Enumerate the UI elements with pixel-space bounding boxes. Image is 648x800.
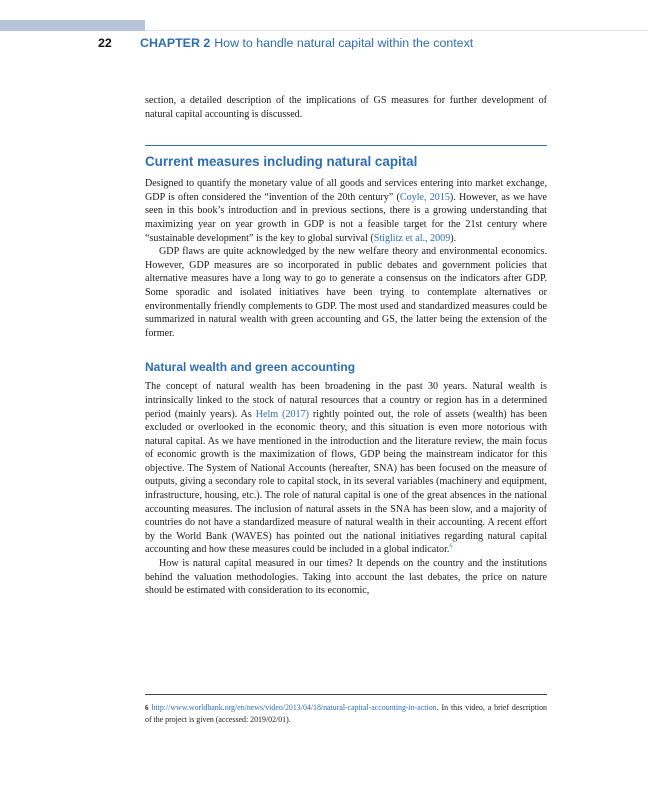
citation-link-stiglitz[interactable]: Stiglitz et al., 2009 <box>373 232 451 244</box>
footnote-number: 6 <box>145 704 149 712</box>
main-text <box>145 94 547 598</box>
paragraph <box>145 177 547 245</box>
section-rule <box>145 145 547 146</box>
header-rule <box>145 30 648 31</box>
citation-link-helm[interactable]: Helm (2017) <box>255 408 309 420</box>
subsection-heading-natural-wealth: Natural wealth and green accounting <box>145 360 356 375</box>
footnote <box>145 702 547 725</box>
footnote-url-link[interactable]: http://www.worldbank.org/en/news/video/2013/04/18/natural-capital-accounting-in-action <box>151 703 437 712</box>
page-number: 22 <box>98 36 112 50</box>
citation-link-coyle[interactable]: Coyle, 2015 <box>399 191 450 203</box>
paragraph <box>145 380 547 557</box>
chapter-label: CHAPTER 2 <box>140 36 211 50</box>
paragraph-text: ). However, as we have seen in this book’s introduction and in previous sections, there is a growing understanding that maximizing year on year growth in GDP is not a feasible target for the 21st century where “sustainable development” is the key to global survival ( <box>145 191 547 244</box>
paragraph-text: ). <box>450 232 457 244</box>
footnote-marker[interactable]: 6 <box>449 543 453 551</box>
section-heading-current-measures: Current measures including natural capital <box>145 154 418 170</box>
paragraph: GDP flaws are quite acknowledged by the new welfare theory and environmental economics. However, GDP measures are so incorporated in public debates and government policies that alternative measures have a long way to go to generate a consensus on the indicators after GDP. Some sporadic and isolated initiatives have been trying to contemplate alternatives or environmentally friendly complements to GDP. The most used and standardized measures could be summarized in natural wealth with green accounting and GS, the latter being the extension of the former. <box>145 246 547 339</box>
footnote-rule <box>145 694 547 695</box>
paragraph-text: The concept of natural wealth has been broadening in the past 30 years. Natural wealth is intrinsically linked to the stock of natural resources that a country or region has in a determined period (mainly years). As <box>145 381 547 420</box>
chapter-title: How to handle natural capital within the context <box>214 36 474 50</box>
paragraph-text: rightly pointed out, the role of assets (wealth) has been excluded or overlooked in the economic theory, and this situation is even more notorious with natural capital. As we have mentioned in the introduction and the literature review, the main focus of economic growth is the maximization of flows, GDP being the mainstream indicator for this objective. The System of National Accounts (hereafter, SNA) has been focused on the measure of outputs, giving a secondary role to capital stock, in its several variables (machinery and equipment, infrastructure, housing, etc.). The role of natural capital is one of the great absences in the national accounting measures. The inclusion of natural assets in the SNA has been slow, and a majority of countries do not have a standardized measure of natural wealth in their accounting. A recent effort by the World Bank (WAVES) has pointed out the national initiatives regarding natural capital accounting and how these measures could be included in a global indicator. <box>145 408 547 556</box>
paragraph-text: Designed to quantify the monetary value of all goods and services entering into market exchange, GDP is often considered the “invention of the 20th century” ( <box>145 178 547 203</box>
paragraph: How is natural capital measured in our times? It depends on the country and the institutions behind the valuation methodologies. Taking into account the last debates, the price on nature should be estimated with consideration to its economic, <box>145 558 547 597</box>
header-color-bar <box>0 20 145 31</box>
intro-paragraph: section, a detailed description of the implications of GS measures for further development of natural capital accounting is discussed. <box>145 95 547 120</box>
running-head <box>98 36 618 50</box>
footnote-text: . In this video, a brief description of the project is given (accessed: 2019/02/01). <box>145 703 547 724</box>
